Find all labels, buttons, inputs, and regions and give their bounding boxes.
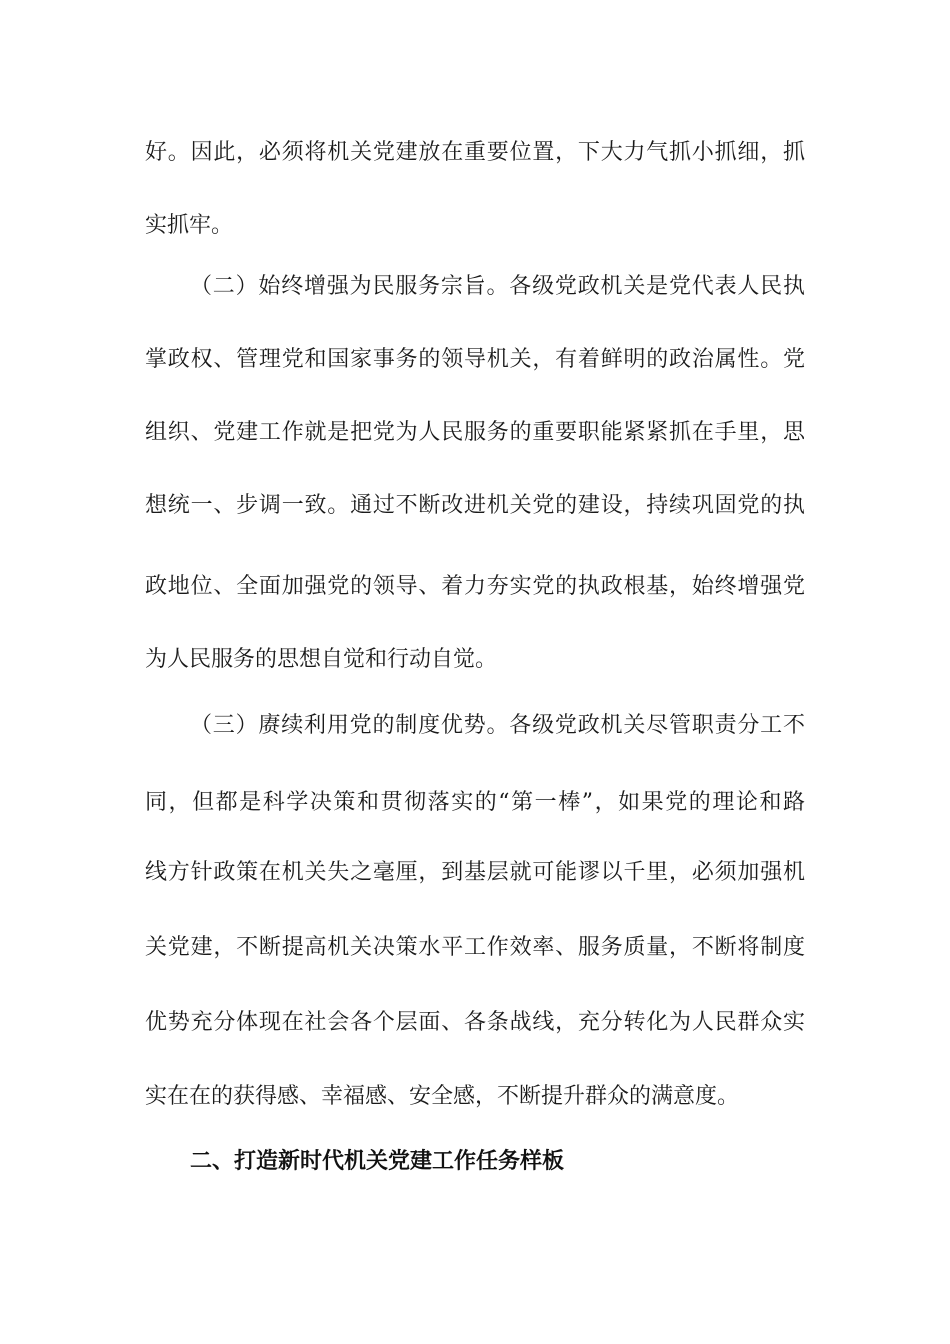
paragraph-line: 想统一、步调一致。通过不断改进机关党的建设，持续巩固党的执 — [145, 493, 805, 518]
paragraph-line: 关党建，不断提高机关决策水平工作效率、服务质量，不断将制度 — [145, 935, 805, 960]
paragraph-line: 好。因此，必须将机关党建放在重要位置，下大力气抓小抓细，抓 — [145, 140, 805, 165]
paragraph-line: 线方针政策在机关失之毫厘，到基层就可能谬以千里，必须加强机 — [145, 860, 805, 885]
paragraph-line: 实抓牢。 — [145, 213, 234, 238]
paragraph-line: 组织、党建工作就是把党为人民服务的重要职能紧紧抓在手里，思 — [145, 420, 805, 445]
paragraph-line: 政地位、全面加强党的领导、着力夯实党的执政根基，始终增强党 — [145, 574, 805, 599]
section-heading: 二、打造新时代机关党建工作任务样板 — [190, 1149, 565, 1174]
paragraph-line: 同，但都是科学决策和贯彻落实的“第一棒”，如果党的理论和路 — [145, 790, 805, 815]
paragraph-line: （三）赓续利用党的制度优势。各级党政机关尽管职责分工不 — [190, 713, 805, 738]
paragraph-line: 优势充分体现在社会各个层面、各条战线，充分转化为人民群众实 — [145, 1010, 805, 1035]
paragraph-line: 为人民服务的思想自觉和行动自觉。 — [145, 647, 498, 672]
paragraph-line: （二）始终增强为民服务宗旨。各级党政机关是党代表人民执 — [190, 274, 805, 299]
paragraph-line: 实在在的获得感、幸福感、安全感，不断提升群众的满意度。 — [145, 1084, 740, 1109]
paragraph-line: 掌政权、管理党和国家事务的领导机关，有着鲜明的政治属性。党 — [145, 347, 805, 372]
